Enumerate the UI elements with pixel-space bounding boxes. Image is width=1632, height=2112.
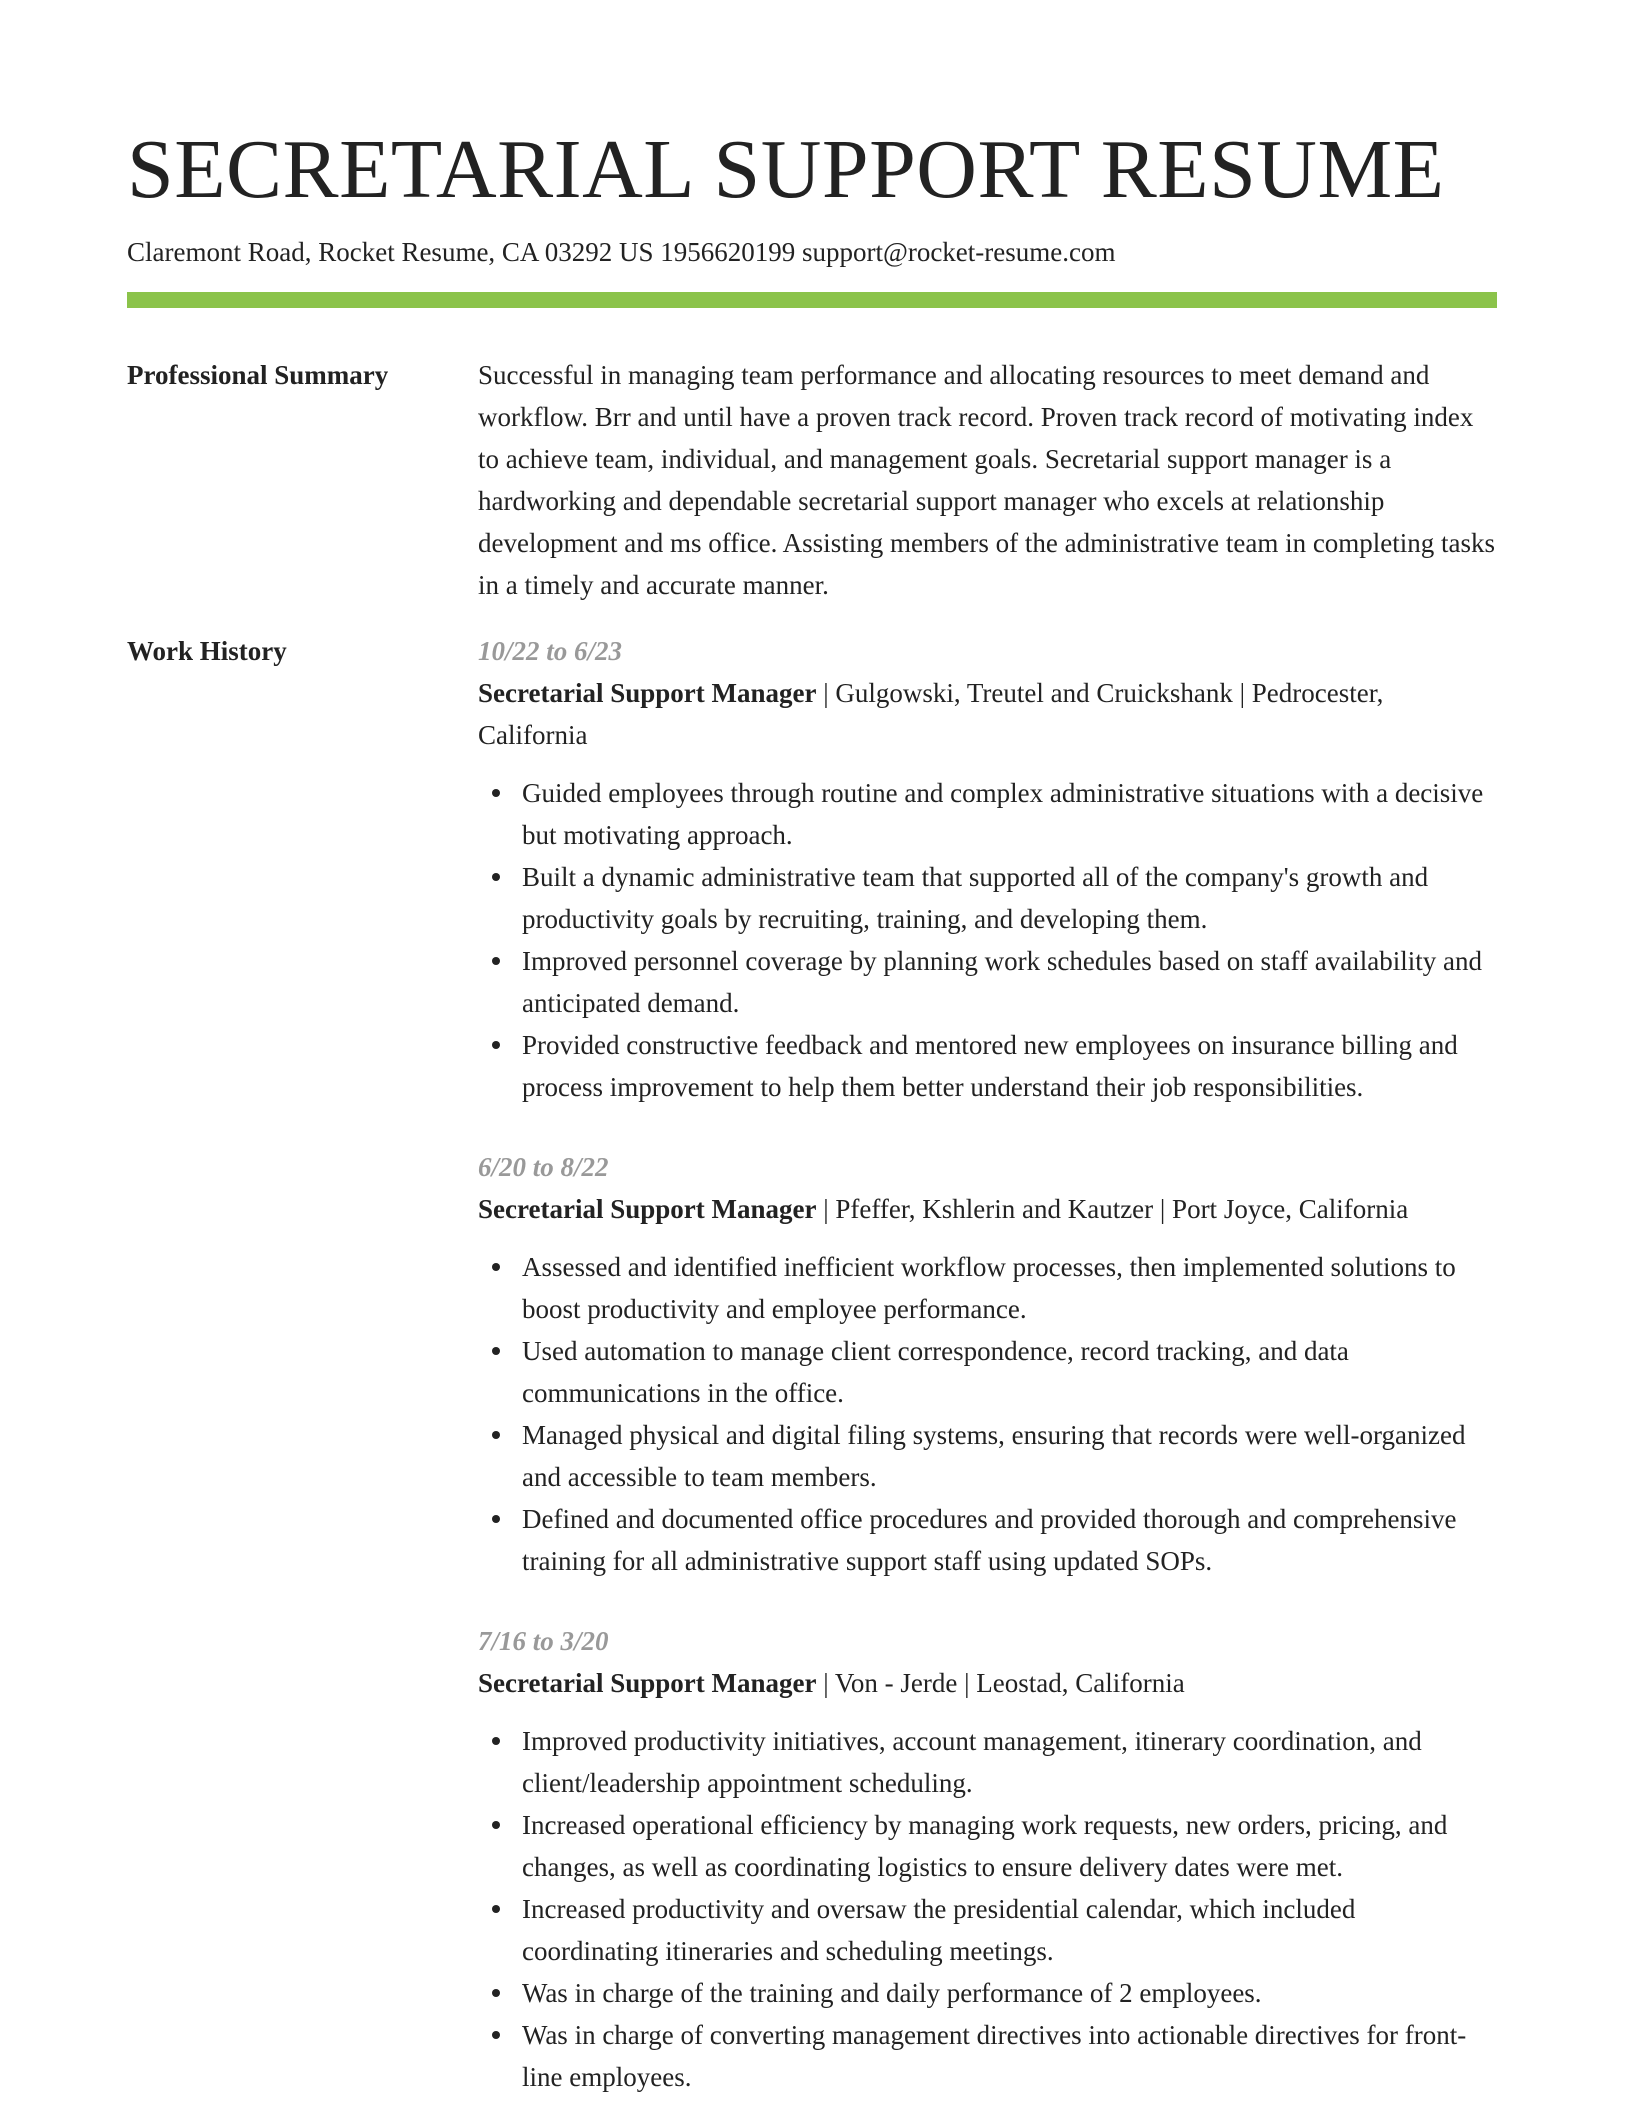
bullet-text: Increased productivity and oversaw the presidential calendar, which included coordinating itineraries and scheduling meetings.	[522, 1894, 1356, 1966]
bullet-icon	[492, 1515, 500, 1523]
bullet-text: Increased operational efficiency by managing work requests, new orders, pricing, and changes, as well as coordinating logistics to ensure delivery dates were met.	[522, 1810, 1448, 1882]
section-label-summary: Professional Summary	[127, 360, 389, 390]
bullet-icon	[492, 789, 500, 797]
bullet-icon	[492, 1347, 500, 1355]
job-bullets	[478, 772, 1497, 1108]
list-item	[478, 940, 1497, 1024]
resume-page	[127, 120, 1497, 2098]
job-entry	[478, 630, 1497, 1108]
bullet-icon	[492, 1431, 500, 1439]
bullet-text: Used automation to manage client correspondence, record tracking, and data communications in the office.	[522, 1336, 1349, 1408]
job-title-line	[478, 1662, 1497, 1704]
list-item	[478, 772, 1497, 856]
job-dates: 6/20 to 8/22	[478, 1152, 609, 1182]
bullet-icon	[492, 1737, 500, 1745]
section-label-work-history: Work History	[127, 636, 287, 666]
list-item	[478, 856, 1497, 940]
list-item	[478, 1024, 1497, 1108]
bullet-icon	[492, 1989, 500, 1997]
job-dates: 7/16 to 3/20	[478, 1626, 609, 1656]
bullet-text: Improved personnel coverage by planning work schedules based on staff availability and anticipated demand.	[522, 946, 1482, 1018]
bullet-icon	[492, 2031, 500, 2039]
bullet-text: Built a dynamic administrative team that supported all of the company's growth and productivity goals by recruiting, training, and developing them.	[522, 862, 1429, 934]
summary-section	[127, 354, 1497, 606]
list-item	[478, 1246, 1497, 1330]
job-role: Secretarial Support Manager	[478, 1194, 817, 1224]
job-details: | Gulgowski, Treutel and Cruickshank | Pedrocester, California	[478, 678, 1384, 750]
job-dates: 10/22 to 6/23	[478, 636, 623, 666]
job-role: Secretarial Support Manager	[478, 1668, 817, 1698]
job-bullets	[478, 1720, 1497, 2098]
list-item	[478, 1720, 1497, 1804]
list-item	[478, 1330, 1497, 1414]
bullet-text: Improved productivity initiatives, account management, itinerary coordination, and client/leadership appointment scheduling.	[522, 1726, 1422, 1798]
bullet-icon	[492, 1263, 500, 1271]
list-item	[478, 1498, 1497, 1582]
job-entry	[478, 1146, 1497, 1582]
job-title-line	[478, 672, 1497, 756]
bullet-icon	[492, 957, 500, 965]
bullet-text: Guided employees through routine and complex administrative situations with a decisive but motivating approach.	[522, 778, 1484, 850]
bullet-icon	[492, 1905, 500, 1913]
bullet-text: Assessed and identified inefficient workflow processes, then implemented solutions to boost productivity and employee performance.	[522, 1252, 1456, 1324]
job-bullets	[478, 1246, 1497, 1582]
bullet-text: Was in charge of the training and daily performance of 2 employees.	[522, 1978, 1262, 2008]
summary-text: Successful in managing team performance and allocating resources to meet demand and workflow. Brr and until have a proven track record. Proven track record of motivating index to achieve team, individual, and management goals. Secretarial support manager is a hardworking and dependable secretarial support manager who excels at relationship development and ms office. Assisting members of the administrative team in completing tasks in a timely and accurate manner.	[478, 360, 1496, 600]
job-title-line	[478, 1188, 1497, 1230]
bullet-icon	[492, 873, 500, 881]
list-item	[478, 1888, 1497, 1972]
list-item	[478, 1804, 1497, 1888]
job-details: | Von - Jerde | Leostad, California	[816, 1668, 1185, 1698]
header-divider	[127, 292, 1497, 308]
bullet-text: Was in charge of converting management directives into actionable directives for front-line employees.	[522, 2020, 1467, 2092]
bullet-icon	[492, 1821, 500, 1829]
work-history-section	[127, 630, 1497, 2098]
job-details: | Pfeffer, Kshlerin and Kautzer | Port Joyce, California	[816, 1194, 1409, 1224]
bullet-text: Defined and documented office procedures and provided thorough and comprehensive training for all administrative support staff using updated SOPs.	[522, 1504, 1457, 1576]
bullet-text: Managed physical and digital filing systems, ensuring that records were well-organized and accessible to team members.	[522, 1420, 1466, 1492]
list-item	[478, 1414, 1497, 1498]
list-item	[478, 2014, 1497, 2098]
contact-line: Claremont Road, Rocket Resume, CA 03292 US 1956620199 support@rocket-resume.com	[127, 237, 1116, 267]
bullet-text: Provided constructive feedback and mentored new employees on insurance billing and process improvement to help them better understand their job responsibilities.	[522, 1030, 1458, 1102]
list-item	[478, 1972, 1497, 2014]
bullet-icon	[492, 1041, 500, 1049]
job-entry	[478, 1620, 1497, 2098]
job-role: Secretarial Support Manager	[478, 678, 817, 708]
resume-title: SECRETARIAL SUPPORT RESUME	[127, 123, 1445, 216]
